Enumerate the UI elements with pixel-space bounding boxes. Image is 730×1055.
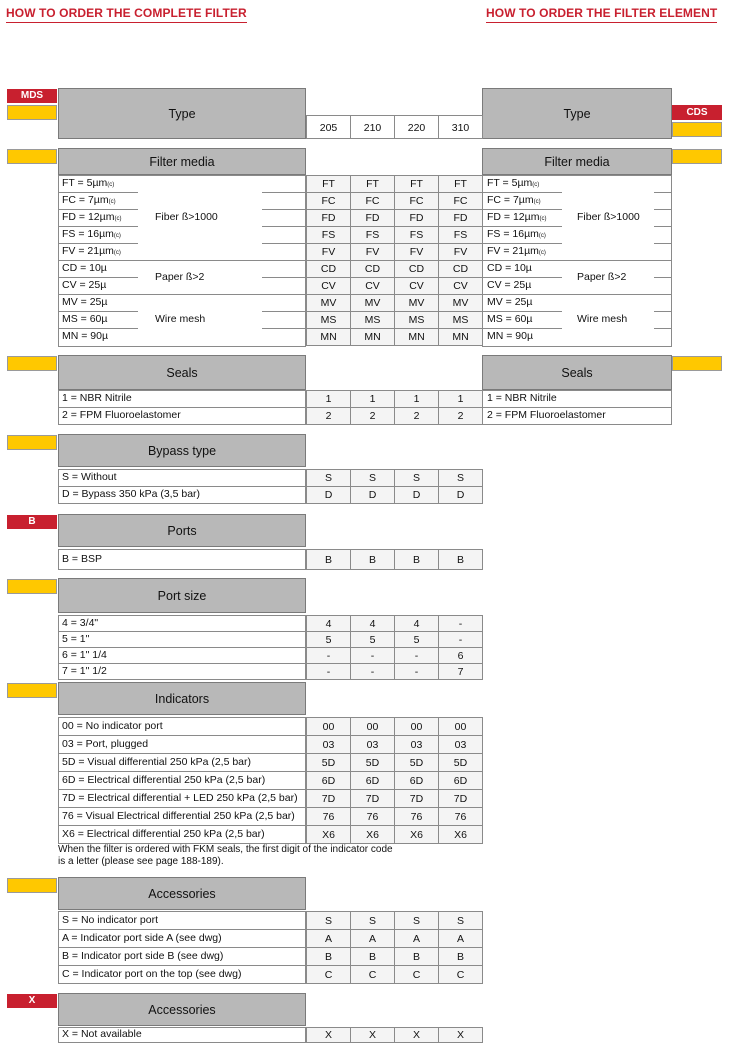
media-option-label [62,311,107,328]
media-option-label [62,209,121,226]
port_size-code-cell: 4 [394,615,439,632]
media-option-suffix: (c) [538,233,546,239]
media-code-cell: CV [438,277,483,295]
accessories-option-label: A = Indicator port side A (see dwg) [62,932,222,944]
media-option-label-right [487,328,533,345]
type-marker-left [7,105,57,120]
accessories-code-cell: C [438,965,483,984]
ports-option-label: B = BSP [62,553,102,565]
port_size-option-label: 6 = 1" 1/4 [62,649,107,661]
accessories-code-cell: B [438,947,483,966]
seal-code-cell: 2 [394,407,439,425]
media-option-suffix: (c) [113,250,121,256]
bypass-option-label: S = Without [62,471,117,483]
indicators-option-label: X6 = Electrical differential 250 kPa (2,5 bar) [62,828,265,840]
media-option-suffix: (c) [107,182,115,188]
row-divider [654,226,672,227]
media-code-cell: MS [306,311,351,329]
indicators-code-cell: 5D [438,753,483,772]
port_size-code-cell: - [438,631,483,648]
accessories-marker-left [7,878,57,893]
media-option-label [62,226,121,243]
type-title-right: Type [482,88,672,139]
accessories2-code-cell: X [438,1027,483,1043]
row-divider [654,192,672,193]
media-code-cell: MN [306,328,351,346]
port_size-option-label: 4 = 3/4" [62,617,99,629]
bypass-code-cell: D [306,486,351,504]
row-divider [262,277,306,278]
indicators-code-cell: 7D [438,789,483,808]
indicators-code-cell: X6 [306,825,351,844]
seal-option-label-right: 1 = NBR Nitrile [487,392,557,404]
port_size-code-cell: - [394,663,439,680]
seal-code-cell: 1 [306,390,351,408]
indicators-code-cell: 5D [306,753,351,772]
indicators-code-cell: X6 [438,825,483,844]
row-divider [58,631,306,632]
ports-badge: B [7,515,57,529]
media-option-label-right [487,209,546,226]
media-group-name-right: Paper ß>2 [577,271,627,283]
media-code-cell: CV [350,277,395,295]
row-divider [654,277,672,278]
port_size-option-label: 5 = 1" [62,633,90,645]
indicators-code-cell: 00 [306,717,351,736]
media-option-suffix: (c) [539,216,547,222]
port_size-title-left: Port size [58,578,306,613]
bypass-code-cell: D [438,486,483,504]
media-option-text: FV = 21µm [62,245,114,257]
header-left: HOW TO ORDER THE COMPLETE FILTER [6,6,247,23]
ports-title-left: Ports [58,514,306,547]
seals-title-right: Seals [482,355,672,390]
media-option-text: CD = 10µ [487,262,532,274]
indicators-code-cell: X6 [350,825,395,844]
indicators-title-left: Indicators [58,682,306,715]
port_size-code-cell: 5 [350,631,395,648]
media-code-cell: MV [438,294,483,312]
row-divider [262,209,306,210]
port_size-code-cell: 5 [394,631,439,648]
row-divider [654,209,672,210]
ports-code-cell: B [438,549,483,570]
type-column-header: 310 [438,115,483,139]
seal-code-cell: 1 [350,390,395,408]
media-code-cell: FC [438,192,483,210]
bypass-code-cell: S [306,469,351,487]
mds-badge: MDS [7,89,57,103]
seals-title-left: Seals [58,355,306,390]
indicators-code-cell: 7D [306,789,351,808]
indicators-code-cell: 03 [394,735,439,754]
seal-code-cell: 1 [438,390,483,408]
indicators-code-cell: 6D [438,771,483,790]
bypass-marker-left [7,435,57,450]
media-option-label-right [487,175,539,192]
indicators-option-label: 03 = Port, plugged [62,738,149,750]
media-option-text: FS = 16µm [62,228,114,240]
indicators-code-cell: 76 [350,807,395,826]
type-column-header: 210 [350,115,395,139]
media-option-suffix: (c) [533,199,541,205]
port_size-marker-left [7,579,57,594]
indicators-option-label: 00 = No indicator port [62,720,163,732]
accessories2-code-cell: X [350,1027,395,1043]
indicators-option-label: 76 = Visual Electrical differential 250 kPa (2,5 bar) [62,810,295,822]
row-divider [262,311,306,312]
type-title-left: Type [58,88,306,139]
indicators-option-label: 5D = Visual differential 250 kPa (2,5 bar) [62,756,252,768]
indicators-code-cell: 5D [350,753,395,772]
indicator-note: When the filter is ordered with FKM seals, the first digit of the indicator code [58,844,393,855]
header-right: HOW TO ORDER THE FILTER ELEMENT [486,6,717,23]
indicators-code-cell: 03 [306,735,351,754]
media-option-text: MV = 25µ [62,296,108,308]
media-code-cell: FC [394,192,439,210]
media-option-label [62,243,121,260]
media-option-text: MN = 90µ [62,330,109,342]
media-code-cell: FT [394,175,439,193]
media-code-cell: FS [350,226,395,244]
indicators-code-cell: 7D [350,789,395,808]
accessories-code-cell: S [394,911,439,930]
accessories2-badge: X [7,994,57,1008]
media-option-label [62,328,108,345]
media-option-label [62,260,107,277]
media-code-cell: FV [306,243,351,261]
accessories2-option-label: X = Not available [62,1028,142,1040]
media-option-label-right [487,311,532,328]
port_size-code-cell: - [306,663,351,680]
indicators-marker-left [7,683,57,698]
media-option-label [62,277,106,294]
port_size-code-cell: - [394,647,439,664]
port_size-option-label: 7 = 1" 1/2 [62,665,107,677]
accessories-option-label: C = Indicator port on the top (see dwg) [62,968,242,980]
row-divider [262,328,306,329]
media-option-text: MS = 60µ [62,313,108,325]
media-option-label [62,294,107,311]
media-code-cell: FD [394,209,439,227]
indicators-code-cell: 00 [438,717,483,736]
media-option-text: FC = 7µm [487,194,534,206]
indicators-option-label: 6D = Electrical differential 250 kPa (2,5 bar) [62,774,266,786]
media-group-name: Wire mesh [155,313,206,325]
filter-media-title-right: Filter media [482,148,672,175]
media-code-cell: FT [350,175,395,193]
media-code-cell: CD [350,260,395,278]
media-option-text: MV = 25µ [487,296,533,308]
media-option-label-right [487,243,546,260]
accessories-code-cell: C [306,965,351,984]
bypass-code-cell: S [394,469,439,487]
accessories2-code-cell: X [394,1027,439,1043]
seal-option-label: 2 = FPM Fluoroelastomer [62,409,181,421]
row-divider [654,311,672,312]
media-group-name: Paper ß>2 [155,271,205,283]
indicators-code-cell: 76 [306,807,351,826]
indicator-note: is a letter (please see page 188-189). [58,856,224,867]
bypass-code-cell: S [438,469,483,487]
media-option-label-right [487,277,531,294]
type-column-header: 220 [394,115,439,139]
indicators-code-cell: 6D [306,771,351,790]
seal-code-cell: 2 [350,407,395,425]
bypass-code-cell: S [350,469,395,487]
seals-marker-right [672,356,722,371]
media-code-cell: FV [350,243,395,261]
indicators-option-label: 7D = Electrical differential + LED 250 kPa (2,5 bar) [62,792,298,804]
media-option-label-right [487,226,546,243]
port_size-code-cell: 5 [306,631,351,648]
seal-option-label: 1 = NBR Nitrile [62,392,132,404]
indicators-code-cell: 76 [438,807,483,826]
media-code-cell: FV [394,243,439,261]
port_size-code-cell: 4 [306,615,351,632]
media-code-cell: FT [306,175,351,193]
media-code-cell: CV [306,277,351,295]
media-option-text: FS = 16µm [487,228,539,240]
seals-marker-left [7,356,57,371]
row-divider [262,243,306,244]
accessories-code-cell: B [394,947,439,966]
accessories-code-cell: A [306,929,351,948]
filter-media-title-left: Filter media [58,148,306,175]
media-code-cell: FV [438,243,483,261]
accessories-option-label: B = Indicator port side B (see dwg) [62,950,224,962]
media-option-label-right [487,260,532,277]
media-code-cell: CV [394,277,439,295]
accessories-code-cell: S [438,911,483,930]
accessories-code-cell: C [350,965,395,984]
cds-badge: CDS [672,105,722,120]
port_size-code-cell: - [350,647,395,664]
media-option-suffix: (c) [538,250,546,256]
ports-code-cell: B [306,549,351,570]
bypass-code-cell: D [350,486,395,504]
indicators-code-cell: 6D [394,771,439,790]
media-option-text: MN = 90µ [487,330,534,342]
media-option-text: CV = 25µ [487,279,532,291]
seal-code-cell: 1 [394,390,439,408]
media-code-cell: FC [350,192,395,210]
media-option-text: CV = 25µ [62,279,107,291]
indicators-code-cell: 76 [394,807,439,826]
media-code-cell: MN [394,328,439,346]
media-code-cell: MN [438,328,483,346]
media-option-suffix: (c) [114,216,122,222]
media-code-cell: MS [350,311,395,329]
media-code-cell: FD [350,209,395,227]
seal-code-cell: 2 [438,407,483,425]
accessories-code-cell: A [394,929,439,948]
row-divider [262,192,306,193]
media-code-cell: MS [394,311,439,329]
media-code-cell: FS [394,226,439,244]
media-option-text: FV = 21µm [487,245,539,257]
media-option-text: FT = 5µm [62,177,108,189]
media-code-cell: FD [306,209,351,227]
accessories-title-left: Accessories [58,877,306,910]
media-option-suffix: (c) [532,182,540,188]
media-code-cell: FS [438,226,483,244]
accessories-code-cell: A [438,929,483,948]
filter-media-marker-right [672,149,722,164]
type-marker-right [672,122,722,137]
seal-code-cell: 2 [306,407,351,425]
ports-code-cell: B [394,549,439,570]
accessories2-code-cell: X [306,1027,351,1043]
bypass-code-cell: D [394,486,439,504]
media-option-suffix: (c) [108,199,116,205]
media-option-suffix: (c) [113,233,121,239]
media-option-text: FT = 5µm [487,177,533,189]
media-option-label [62,192,116,209]
media-code-cell: CD [306,260,351,278]
media-option-text: FD = 12µm [487,211,540,223]
ports-code-cell: B [350,549,395,570]
indicators-code-cell: X6 [394,825,439,844]
bypass-title-left: Bypass type [58,434,306,467]
media-code-cell: CD [394,260,439,278]
indicators-code-cell: 03 [438,735,483,754]
media-option-text: MS = 60µ [487,313,533,325]
media-option-label-right [487,294,532,311]
port_size-code-cell: - [306,647,351,664]
media-group-name-right: Fiber ß>1000 [577,211,640,223]
indicators-code-cell: 6D [350,771,395,790]
media-code-cell: CD [438,260,483,278]
media-option-label-right [487,192,541,209]
media-code-cell: FS [306,226,351,244]
indicators-code-cell: 00 [394,717,439,736]
bypass-option-label: D = Bypass 350 kPa (3,5 bar) [62,488,201,500]
media-code-cell: FC [306,192,351,210]
filter-media-marker-left [7,149,57,164]
media-option-text: CD = 10µ [62,262,107,274]
indicators-code-cell: 5D [394,753,439,772]
media-code-cell: MN [350,328,395,346]
accessories-code-cell: B [350,947,395,966]
row-divider [262,226,306,227]
port_size-code-cell: - [438,615,483,632]
media-code-cell: MS [438,311,483,329]
accessories-code-cell: B [306,947,351,966]
media-code-cell: FT [438,175,483,193]
port_size-code-cell: 6 [438,647,483,664]
port_size-code-cell: 4 [350,615,395,632]
seal-option-label-right: 2 = FPM Fluoroelastomer [487,409,606,421]
row-divider [654,328,672,329]
accessories-option-label: S = No indicator port [62,914,159,926]
media-code-cell: FD [438,209,483,227]
accessories-code-cell: S [350,911,395,930]
port_size-code-cell: 7 [438,663,483,680]
media-group-name: Fiber ß>1000 [155,211,218,223]
media-code-cell: MV [394,294,439,312]
type-column-header: 205 [306,115,351,139]
accessories-code-cell: A [350,929,395,948]
media-group-name-right: Wire mesh [577,313,628,325]
media-code-cell: MV [306,294,351,312]
accessories2-title-left: Accessories [58,993,306,1026]
indicators-code-cell: 03 [350,735,395,754]
media-option-label [62,175,114,192]
media-option-text: FC = 7µm [62,194,109,206]
media-code-cell: MV [350,294,395,312]
indicators-code-cell: 7D [394,789,439,808]
media-option-text: FD = 12µm [62,211,115,223]
indicators-code-cell: 00 [350,717,395,736]
port_size-code-cell: - [350,663,395,680]
accessories-code-cell: S [306,911,351,930]
row-divider [654,243,672,244]
accessories-code-cell: C [394,965,439,984]
